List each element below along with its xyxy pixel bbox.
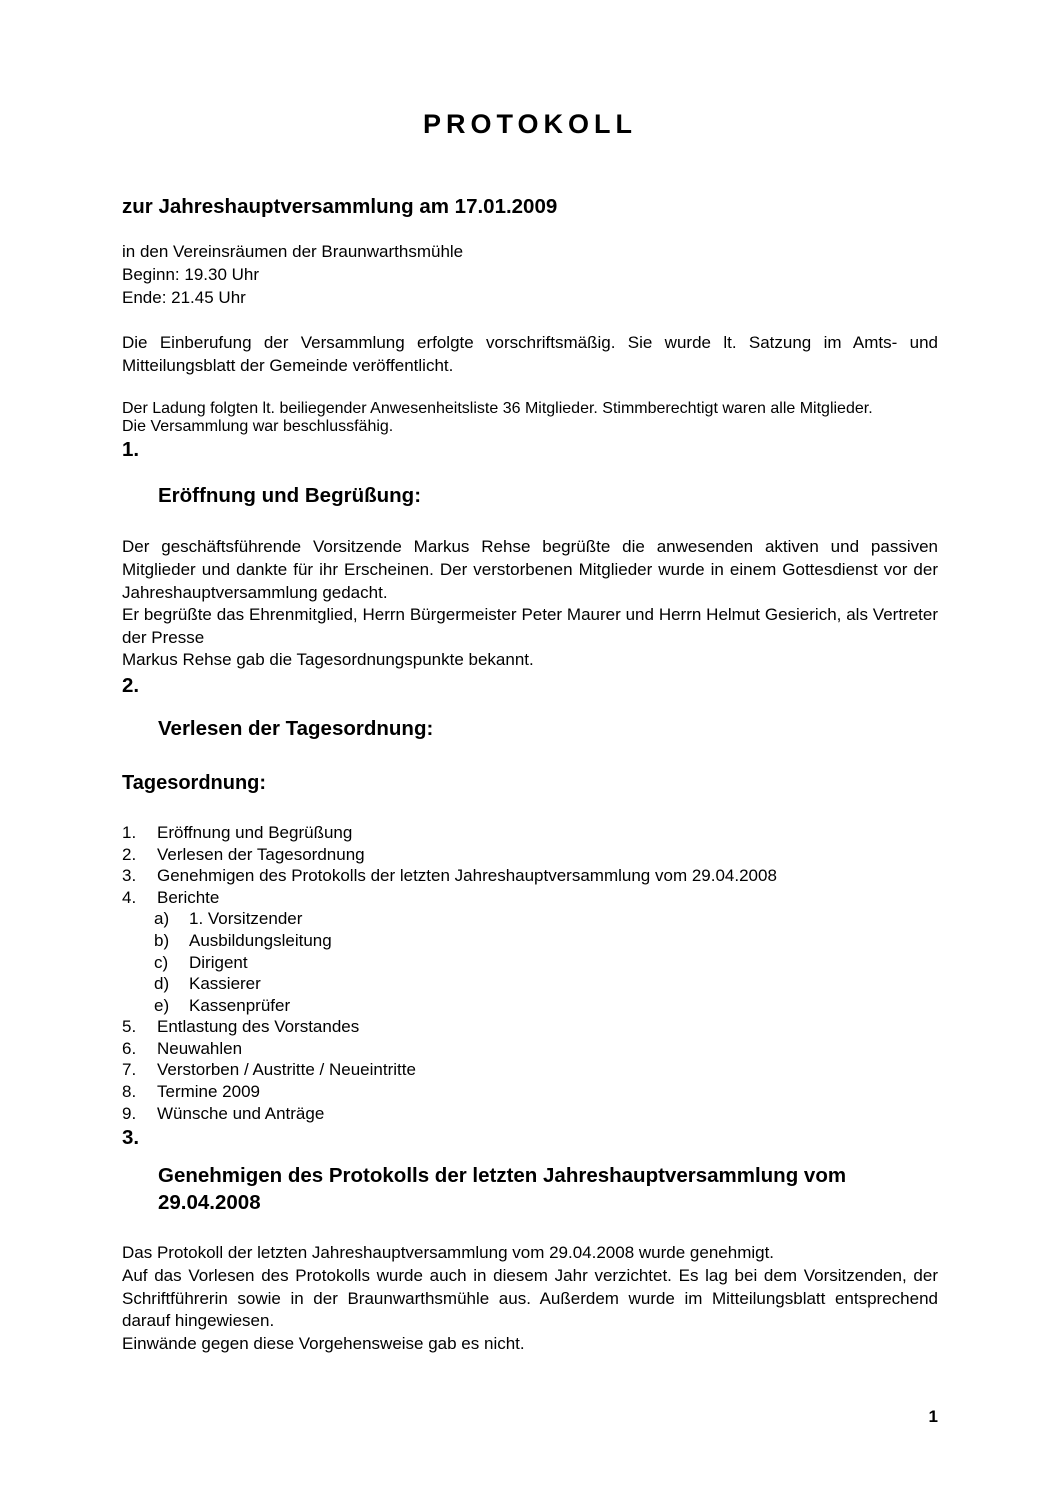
agenda-subitem-label: Ausbildungsleitung: [189, 931, 332, 950]
agenda-item-marker: 6.: [122, 1038, 137, 1058]
agenda-subitem-label: Kassenprüfer: [189, 995, 291, 1015]
intro-paragraph-2: [122, 377, 938, 436]
meeting-start-time: Beginn: 19.30 Uhr: [122, 264, 260, 284]
agenda-item-label: Termine 2009: [157, 1082, 261, 1102]
agenda-item-marker: 2.: [122, 844, 137, 864]
section-title-2: Verlesen der Tagesordnung:: [158, 717, 434, 741]
section-number-2: 2.: [122, 674, 140, 698]
agenda-item-marker: 9.: [122, 1103, 137, 1123]
intro-paragraph-1: Die Einberufung der Versammlung erfolgte vorschriftsmäßig. Sie wurde lt. Satzung im Amts- und Mitteilungsblatt der Gemeinde veröffentlicht.: [122, 333, 938, 375]
agenda-item-label: Verlesen der Tagesordnung: [157, 844, 365, 864]
agenda-heading: Tagesordnung:: [122, 772, 267, 795]
agenda-item-marker: 8.: [122, 1082, 137, 1102]
section-1-paragraph-1: Der geschäftsführende Vorsitzende Markus Rehse begrüßte die anwesenden aktiven und passiven Mitglieder und dankte für ihr Erscheinen. Der verstorbenen Mitglieder wurde in einem Gottesdienst vor der Jahreshauptversammlung gedacht.: [122, 537, 938, 602]
intro-quorum-line: Die Versammlung war beschlussfähig.: [122, 418, 394, 436]
agenda-item: [122, 1059, 938, 1081]
agenda-item-label: Neuwahlen: [157, 1038, 243, 1058]
section-1-paragraph-2: Er begrüßte das Ehrenmitglied, Herrn Bürgermeister Peter Maurer und Herrn Helmut Gesierich, als Vertreter der Presse: [122, 605, 938, 647]
agenda-subitem-marker: a): [154, 909, 170, 929]
agenda-item-label: Entlastung des Vorstandes: [157, 1017, 360, 1037]
agenda-item-label: Berichte: [157, 887, 220, 907]
intro-attendance-line: Der Ladung folgten lt. beiliegender Anwesenheitsliste 36 Mitglieder. Stimmberechtigt waren alle Mitglieder.: [122, 400, 873, 418]
agenda-subitem-label: 1. Vorsitzender: [189, 909, 303, 929]
section-1-paragraph-3: Markus Rehse gab die Tagesordnungspunkte bekannt.: [122, 650, 534, 670]
section-3-paragraph-3: Einwände gegen diese Vorgehensweise gab es nicht.: [122, 1333, 525, 1353]
meeting-location: in den Vereinsräumen der Braunwarthsmühle: [122, 242, 464, 262]
agenda-item: [122, 844, 938, 866]
agenda-subitem-marker: c): [154, 952, 169, 972]
agenda-item: [122, 822, 938, 844]
section-3-body: [122, 1216, 938, 1355]
section-heading-1: [122, 436, 938, 509]
agenda-subitem: [154, 973, 938, 995]
document-subtitle: zur Jahreshauptversammlung am 17.01.2009: [122, 194, 558, 218]
agenda-subitem-label: Dirigent: [189, 952, 248, 972]
agenda-subitem-marker: d): [154, 974, 170, 994]
agenda-subitem: [154, 952, 938, 974]
agenda-item: [122, 1016, 938, 1038]
section-title-1: Eröffnung und Begrüßung:: [158, 484, 422, 508]
agenda-item-marker: 5.: [122, 1017, 137, 1037]
agenda-item: [122, 1103, 938, 1125]
page-number: 1: [928, 1407, 938, 1426]
agenda-item-marker: 7.: [122, 1060, 137, 1080]
section-3-paragraph-2: Auf das Vorlesen des Protokolls wurde auch in diesem Jahr verzichtet. Es lag bei dem Vorsitzenden, der Schriftführerin sowie in der Braunwarthsmühle aus. Außerdem wurde im Mitteilungsblatt entsprechend darauf hingewiesen.: [122, 1265, 938, 1331]
agenda-item-label: Genehmigen des Protokolls der letzten Jahreshauptversammlung vom 29.04.2008: [157, 866, 777, 886]
agenda-item: [122, 887, 938, 909]
section-number-3: 3.: [122, 1126, 140, 1150]
agenda-item-label: Wünsche und Anträge: [157, 1103, 325, 1123]
agenda-item: [122, 865, 938, 887]
agenda-subitem: [154, 995, 938, 1017]
agenda-subitem-marker: e): [154, 995, 170, 1015]
document-content: [122, 0, 938, 1355]
meeting-meta: [122, 219, 938, 309]
section-number-1: 1.: [122, 438, 140, 462]
agenda-subitem-marker: b): [154, 931, 170, 950]
agenda-item-marker: 4.: [122, 887, 137, 907]
agenda-sublist: [122, 908, 938, 1016]
section-3-paragraph-1: Das Protokoll der letzten Jahreshauptversammlung vom 29.04.2008 wurde genehmigt.: [122, 1243, 775, 1263]
agenda-item: [122, 1038, 938, 1060]
section-heading-3: [122, 1124, 938, 1216]
agenda-item-label: Verstorben / Austritte / Neueintritte: [157, 1060, 416, 1080]
agenda-item-label: Eröffnung und Begrüßung: [157, 823, 353, 843]
agenda-item: [122, 1081, 938, 1103]
agenda-subitem: [154, 930, 938, 952]
page-title: PROTOKOLL: [422, 109, 637, 139]
section-heading-2: [122, 672, 938, 742]
section-title-3: Genehmigen des Protokolls der letzten Jahreshauptversammlung vom 29.04.2008: [158, 1164, 847, 1215]
meeting-end-time: Ende: 21.45 Uhr: [122, 287, 246, 307]
agenda-item-marker: 3.: [122, 866, 137, 886]
agenda-subitem: [154, 908, 938, 930]
agenda-list: [122, 796, 938, 1124]
agenda-item-marker: 1.: [122, 823, 137, 843]
agenda-subitem-label: Kassierer: [189, 974, 261, 994]
